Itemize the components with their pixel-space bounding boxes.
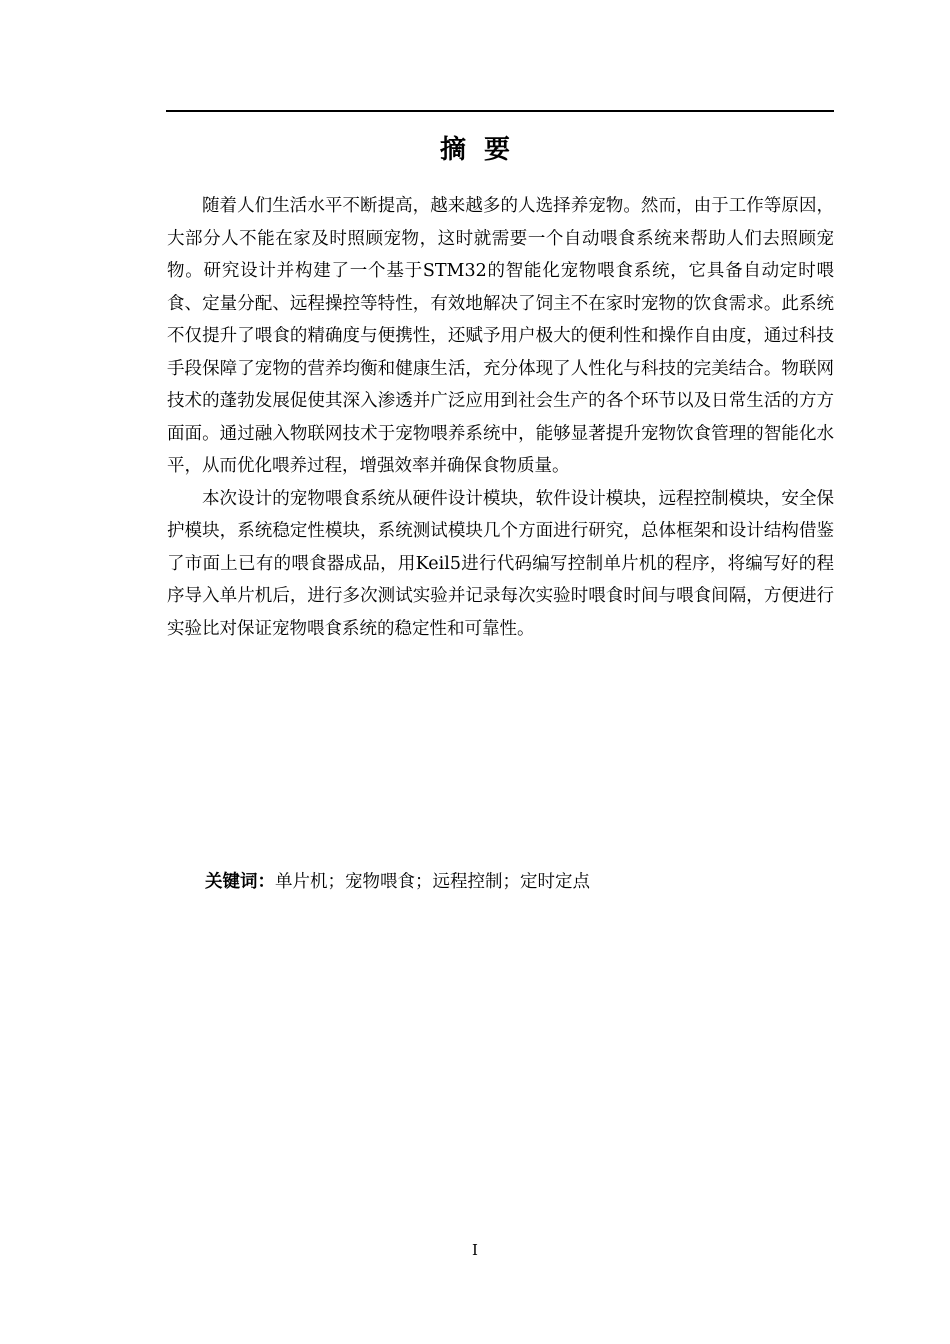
abstract-body [167,190,834,645]
page-number: I [472,1241,478,1259]
keywords-label: 关键词： [205,872,275,892]
abstract-paragraph-2: 本次设计的宠物喂食系统从硬件设计模块，软件设计模块，远程控制模块，安全保护模块，系统稳定性模块，系统测试模块几个方面进行研究，总体框架和设计结构借鉴了市面上已有的喂食器成品，用Keil5进行代码编写控制单片机的程序，将编写好的程序导入单片机后，进行多次测试实验并记录每次实验时喂食时间与喂食间隔，方便进行实验比对保证宠物喂食系统的稳定性和可靠性。 [167,488,834,639]
abstract-paragraph-1: 随着人们生活水平不断提高，越来越多的人选择养宠物。然而，由于工作等原因，大部分人不能在家及时照顾宠物，这时就需要一个自动喂食系统来帮助人们去照顾宠物。研究设计并构建了一个基于STM32的智能化宠物喂食系统，它具备自动定时喂食、定量分配、远程操控等特性，有效地解决了饲主不在家时宠物的饮食需求。此系统不仅提升了喂食的精确度与便携性，还赋予用户极大的便利性和操作自由度，通过科技手段保障了宠物的营养均衡和健康生活，充分体现了人性化与科技的完美结合。物联网技术的蓬勃发展促使其深入渗透并广泛应用到社会生产的各个环节以及日常生活的方方面面。通过融入物联网技术于宠物喂养系统中，能够显著提升宠物饮食管理的智能化水平，从而优化喂养过程，增强效率并确保食物质量。 [167,196,834,476]
abstract-title: 摘 要 [439,135,511,165]
keywords-line [205,866,590,898]
header-rule [166,110,834,112]
keywords-list: 单片机；宠物喂食；远程控制；定时定点 [275,872,590,892]
